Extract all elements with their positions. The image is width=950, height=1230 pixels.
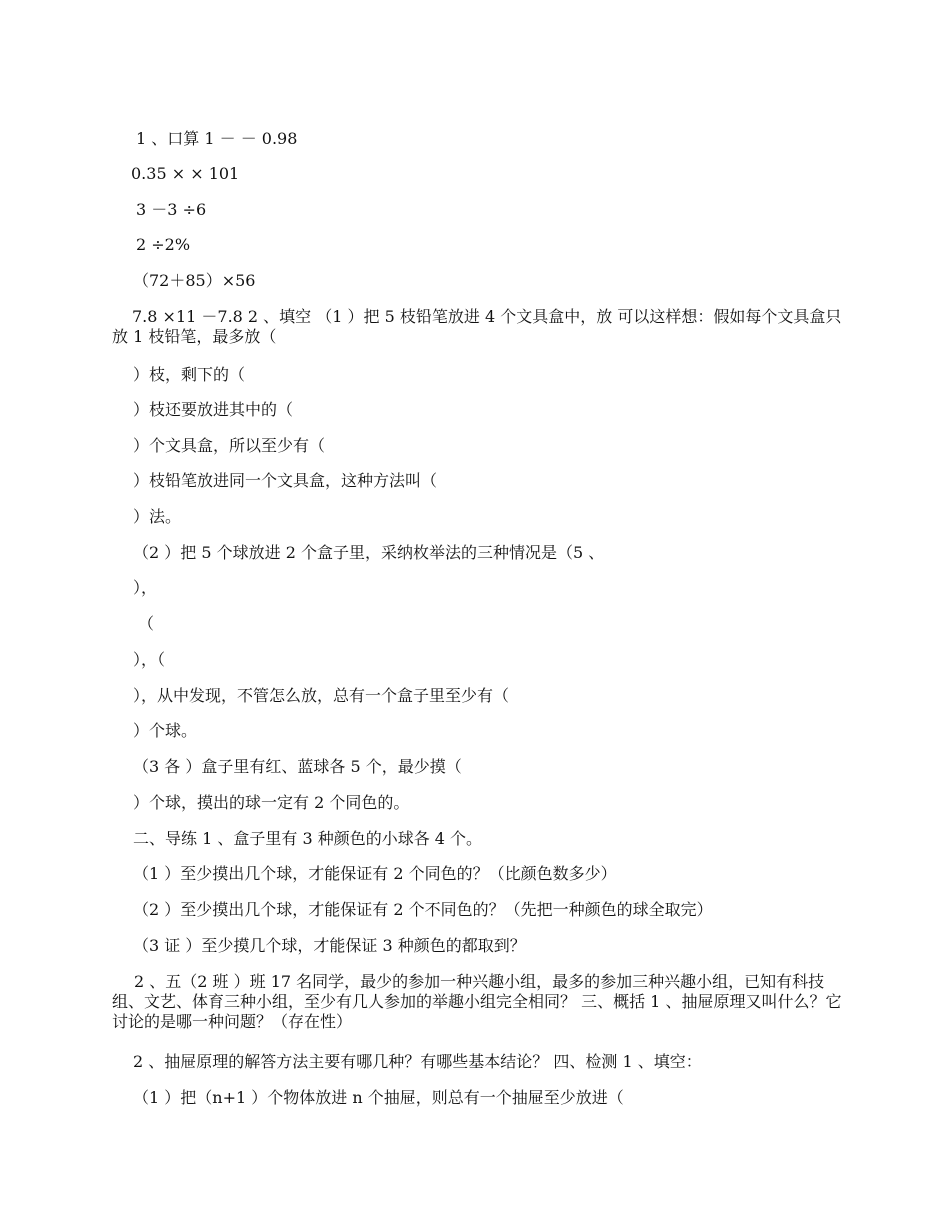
text-line-17: ）个球。	[133, 721, 198, 740]
text-line-2: 0.35 × × 101	[131, 164, 240, 183]
text-line-7: ）枝，剩下的（	[133, 365, 246, 384]
text-line-19: ）个球，摸出的球一定有 2 个同色的。	[133, 793, 410, 812]
text-line-12: （2 ）把 5 个球放进 2 个盒子里，采纳枚举法的三种情况是（5 、	[133, 543, 605, 562]
text-line-10: ）枝铅笔放进同一个文具盒，这种方法叫（	[133, 471, 438, 490]
text-paragraph-6: 7.8 ×11 －7.8 2 、填空 （1 ）把 5 枝铅笔放进 4 个文具盒中，放 可以这样想：假如每个文具盒只放 1 枝铅笔，最多放（	[112, 307, 842, 346]
text-line-22: （2 ）至少摸出几个球，才能保证有 2 个不同色的？（先把一种颜色的球全取完）	[133, 900, 713, 919]
text-line-16: ），从中发现，不管怎么放，总有一个盒子里至少有（	[133, 686, 510, 705]
text-line-1: 1 、口算 1 － － 0.98	[136, 129, 298, 148]
text-line-5: （72＋85）×56	[133, 271, 256, 290]
text-line-8: ）枝还要放进其中的（	[133, 400, 294, 419]
text-line-11: ）法。	[133, 507, 182, 526]
text-line-13: ），	[133, 578, 158, 597]
text-line-20: 二、导练 1 、盒子里有 3 种颜色的小球各 4 个。	[133, 829, 483, 848]
text-line-15: ），（	[133, 650, 166, 669]
text-line-3: 3 －3 ÷6	[136, 200, 207, 219]
text-line-25: 2 、抽屉原理的解答方法主要有哪几种？有哪些基本结论？ 四、检测 1 、填空：	[133, 1052, 702, 1071]
text-line-14: （	[138, 614, 155, 633]
text-line-21: （1 ）至少摸出几个球，才能保证有 2 个同色的？（比颜色数多少）	[133, 864, 617, 883]
text-line-23: （3 证 ）至少摸几个球，才能保证 3 种颜色的都取到？	[133, 936, 526, 955]
text-paragraph-24: 2 、五（2 班 ）班 17 名同学，最少的参加一种兴趣小组，最多的参加三种兴趣小组，已知有科技组、文艺、体育三种小组，至少有几人参加的举趣小组完全相同？ 三、概括 1 、抽屉原理又叫什么？它讨论的是哪一种问题？（存在性）	[112, 972, 842, 1031]
text-line-4: 2 ÷2%	[136, 235, 191, 254]
text-line-26: （1 ）把（n+1 ）个物体放进 n 个抽屉，则总有一个抽屉至少放进（	[133, 1088, 624, 1107]
text-line-18: （3 各 ）盒子里有红、蓝球各 5 个，最少摸（	[133, 757, 462, 776]
text-line-9: ）个文具盒，所以至少有（	[133, 436, 326, 455]
